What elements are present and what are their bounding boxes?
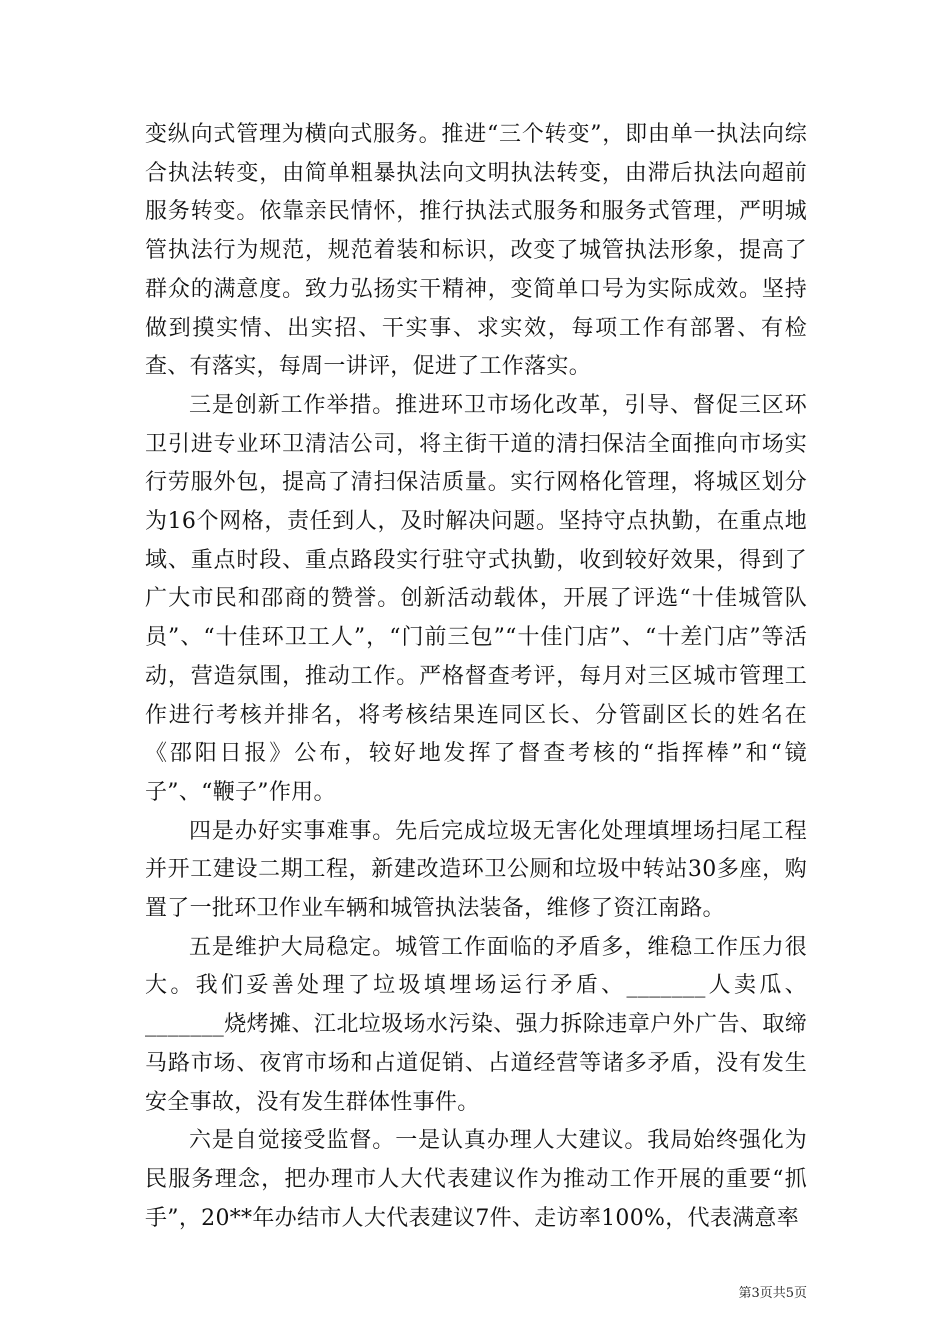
document-body (145, 116, 807, 1238)
paragraph-3: 四是办好实事难事。先后完成垃圾无害化处理填埋场扫尾工程并开工建设二期工程，新建改造环卫公厕和垃圾中转站30多座，购置了一批环卫作业车辆和城管执法装备，维修了资江南路。 (145, 818, 807, 922)
paragraph-5: 六是自觉接受监督。一是认真办理人大建议。我局始终强化为民服务理念，把办理市人大代表建议作为推动工作开展的重要“抓手”，20**年办结市人大代表建议7件、走访率100%，代表满意率 (145, 1128, 807, 1231)
paragraph-4: 五是维护大局稳定。城管工作面临的矛盾多，维稳工作压力很大。我们妥善处理了垃圾填埋场运行矛盾、_______人卖瓜、_______烧烤摊、江北垃圾场水污染、强力拆除违章户外广告、取缔马路市场、夜宵市场和占道促销、占道经营等诸多矛盾，没有发生安全事故，没有发生群体性事件。 (145, 934, 807, 1115)
paragraph-2: 三是创新工作举措。推进环卫市场化改革，引导、督促三区环卫引进专业环卫清洁公司，将主街干道的清扫保洁全面推向市场实行劳服外包，提高了清扫保洁质量。实行网格化管理，将城区划分为16个网格，责任到人，及时解决问题。坚持守点执勤，在重点地域、重点时段、重点路段实行驻守式执勤，收到较好效果，得到了广大市民和邵商的赞誉。创新活动载体，开展了评选“十佳城管队员”、“十佳环卫工人”，“门前三包”“十佳门店”、“十差门店”等活动，营造氛围，推动工作。严格督查考评，每月对三区城市管理工作进行考核并排名，将考核结果连同区长、分管副区长的姓名在《邵阳日报》公布，较好地发挥了督查考核的“指挥棒”和“镜子”、“鞭子”作用。 (145, 392, 808, 805)
paragraph-1: 变纵向式管理为横向式服务。推进“三个转变”，即由单一执法向综合执法转变，由简单粗暴执法向文明执法转变，由滞后执法向超前服务转变。依靠亲民情怀，推行执法式服务和服务式管理，严明城管执法行为规范，规范着装和标识，改变了城管执法形象，提高了群众的满意度。致力弘扬实干精神，变简单口号为实际成效。坚持做到摸实情、出实招、干实事、求实效，每项工作有部署、有检查、有落实，每周一讲评，促进了工作落实。 (145, 122, 807, 380)
page-number-footer: 第3页共5页 (738, 1286, 807, 1301)
